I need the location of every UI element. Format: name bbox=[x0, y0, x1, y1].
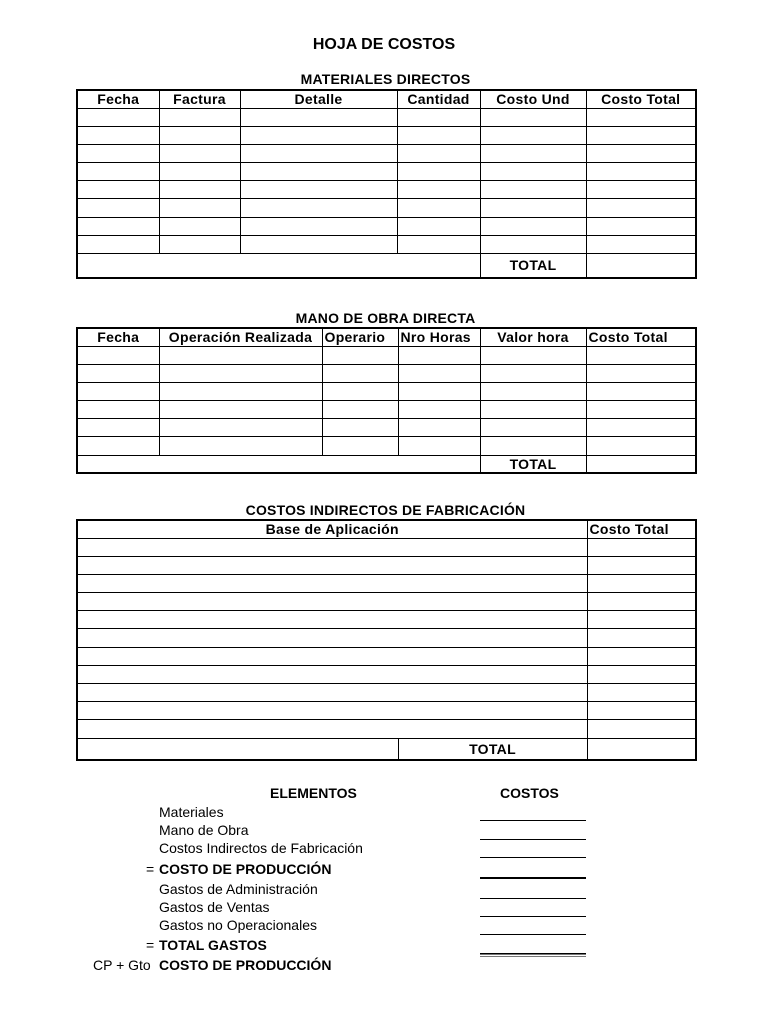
table-cell[interactable] bbox=[586, 437, 696, 455]
table-cell[interactable] bbox=[398, 382, 480, 400]
table-cell[interactable] bbox=[77, 144, 159, 162]
table-cell[interactable] bbox=[77, 629, 587, 647]
table-cell[interactable] bbox=[77, 556, 587, 574]
item-materiales: Materiales bbox=[159, 804, 224, 820]
mano-obra-total-cell[interactable] bbox=[586, 455, 696, 473]
table-cell[interactable] bbox=[240, 108, 397, 126]
table-cell[interactable] bbox=[480, 108, 586, 126]
mano-obra-header-row bbox=[77, 328, 696, 346]
cif-row bbox=[77, 629, 696, 647]
mano-obra-row bbox=[77, 419, 696, 437]
table-cell[interactable] bbox=[586, 235, 696, 253]
table-cell[interactable] bbox=[159, 217, 240, 235]
table-cell[interactable] bbox=[480, 401, 586, 419]
item-gastos-no-op: Gastos no Operacionales bbox=[159, 917, 317, 933]
cif-header-row bbox=[77, 520, 696, 538]
col-header-valor-hora: Valor hora bbox=[480, 328, 586, 346]
table-cell[interactable] bbox=[586, 144, 696, 162]
table-cell[interactable] bbox=[587, 538, 696, 556]
mano-obra-total-label: TOTAL bbox=[480, 455, 586, 473]
table-cell[interactable] bbox=[77, 235, 159, 253]
table-cell[interactable] bbox=[480, 144, 586, 162]
table-cell[interactable] bbox=[586, 199, 696, 217]
cost-line-mano-obra[interactable] bbox=[480, 839, 586, 840]
cost-line-materiales[interactable] bbox=[480, 820, 586, 821]
table-cell[interactable] bbox=[480, 126, 586, 144]
mano-obra-table bbox=[76, 327, 697, 474]
cost-line-gastos-admin[interactable] bbox=[480, 898, 586, 899]
table-cell[interactable] bbox=[322, 346, 398, 364]
table-cell[interactable] bbox=[322, 382, 398, 400]
table-cell[interactable] bbox=[398, 401, 480, 419]
table-cell[interactable] bbox=[397, 108, 480, 126]
materiales-row bbox=[77, 217, 696, 235]
col-header-fecha: Fecha bbox=[77, 90, 159, 108]
materiales-table bbox=[76, 89, 697, 279]
table-cell[interactable] bbox=[77, 538, 587, 556]
table-cell[interactable] bbox=[77, 181, 159, 199]
table-cell[interactable] bbox=[397, 126, 480, 144]
table-cell[interactable] bbox=[586, 181, 696, 199]
col-header-operario: Operario bbox=[322, 328, 398, 346]
table-cell[interactable] bbox=[397, 144, 480, 162]
table-cell[interactable] bbox=[587, 629, 696, 647]
total-spacer bbox=[77, 254, 480, 278]
table-cell[interactable] bbox=[587, 593, 696, 611]
cif-row bbox=[77, 720, 696, 738]
table-cell[interactable] bbox=[77, 108, 159, 126]
table-cell[interactable] bbox=[587, 611, 696, 629]
table-cell[interactable] bbox=[398, 364, 480, 382]
table-cell[interactable] bbox=[586, 401, 696, 419]
col-header-costo-total: Costo Total bbox=[587, 520, 696, 538]
table-cell[interactable] bbox=[586, 163, 696, 181]
table-cell[interactable] bbox=[77, 364, 159, 382]
table-cell[interactable] bbox=[480, 382, 586, 400]
table-cell[interactable] bbox=[77, 665, 587, 683]
table-cell[interactable] bbox=[159, 419, 322, 437]
item-costo-produccion-final: COSTO DE PRODUCCIÓN bbox=[159, 957, 332, 973]
prefix-eq-costo-produccion: = bbox=[146, 861, 155, 877]
table-cell[interactable] bbox=[77, 702, 587, 720]
table-cell[interactable] bbox=[159, 364, 322, 382]
table-cell[interactable] bbox=[240, 235, 397, 253]
col-header-costo-und: Costo Und bbox=[480, 90, 586, 108]
cif-row bbox=[77, 611, 696, 629]
table-cell[interactable] bbox=[322, 401, 398, 419]
table-cell[interactable] bbox=[77, 720, 587, 738]
materiales-total-row bbox=[77, 254, 696, 278]
table-cell[interactable] bbox=[159, 401, 322, 419]
cif-row bbox=[77, 538, 696, 556]
table-cell[interactable] bbox=[240, 126, 397, 144]
table-cell[interactable] bbox=[159, 437, 322, 455]
table-cell[interactable] bbox=[159, 181, 240, 199]
table-cell[interactable] bbox=[77, 401, 159, 419]
materiales-row bbox=[77, 126, 696, 144]
cost-line-costo-final[interactable] bbox=[480, 954, 586, 957]
table-cell[interactable] bbox=[397, 217, 480, 235]
table-cell[interactable] bbox=[587, 684, 696, 702]
materiales-row bbox=[77, 181, 696, 199]
table-cell[interactable] bbox=[397, 163, 480, 181]
table-cell[interactable] bbox=[159, 144, 240, 162]
table-cell[interactable] bbox=[240, 144, 397, 162]
table-cell[interactable] bbox=[480, 199, 586, 217]
materiales-row bbox=[77, 199, 696, 217]
mano-obra-row bbox=[77, 346, 696, 364]
mano-obra-row bbox=[77, 437, 696, 455]
table-cell[interactable] bbox=[77, 684, 587, 702]
costos-header: COSTOS bbox=[500, 785, 559, 801]
table-cell[interactable] bbox=[77, 647, 587, 665]
table-cell[interactable] bbox=[586, 108, 696, 126]
materiales-total-label: TOTAL bbox=[480, 254, 586, 278]
table-cell[interactable] bbox=[586, 419, 696, 437]
table-cell[interactable] bbox=[77, 593, 587, 611]
cif-row bbox=[77, 556, 696, 574]
table-cell[interactable] bbox=[322, 419, 398, 437]
table-cell[interactable] bbox=[586, 126, 696, 144]
table-cell[interactable] bbox=[587, 720, 696, 738]
materiales-row bbox=[77, 144, 696, 162]
table-cell[interactable] bbox=[587, 574, 696, 592]
table-cell[interactable] bbox=[398, 437, 480, 455]
table-cell[interactable] bbox=[77, 126, 159, 144]
table-cell[interactable] bbox=[398, 346, 480, 364]
cif-title: COSTOS INDIRECTOS DE FABRICACIÓN bbox=[245, 502, 526, 518]
table-cell[interactable] bbox=[159, 108, 240, 126]
elementos-header: ELEMENTOS bbox=[270, 785, 357, 801]
table-cell[interactable] bbox=[397, 199, 480, 217]
item-cif: Costos Indirectos de Fabricación bbox=[159, 840, 363, 856]
mano-obra-total-row bbox=[77, 455, 696, 473]
table-cell[interactable] bbox=[159, 163, 240, 181]
materiales-header-row bbox=[77, 90, 696, 108]
table-cell[interactable] bbox=[397, 181, 480, 199]
table-cell[interactable] bbox=[480, 181, 586, 199]
total-spacer bbox=[77, 455, 480, 473]
cif-table bbox=[76, 519, 697, 761]
table-cell[interactable] bbox=[240, 199, 397, 217]
cif-total-label: TOTAL bbox=[398, 738, 587, 760]
table-cell[interactable] bbox=[77, 217, 159, 235]
col-header-detalle: Detalle bbox=[240, 90, 397, 108]
col-header-costo-total: Costo Total bbox=[586, 328, 696, 346]
table-cell[interactable] bbox=[480, 217, 586, 235]
item-gastos-ventas: Gastos de Ventas bbox=[159, 899, 270, 915]
col-header-fecha: Fecha bbox=[77, 328, 159, 346]
table-cell[interactable] bbox=[480, 235, 586, 253]
cost-line-costo-produccion[interactable] bbox=[480, 877, 586, 879]
table-cell[interactable] bbox=[480, 419, 586, 437]
table-cell[interactable] bbox=[77, 346, 159, 364]
table-cell[interactable] bbox=[240, 163, 397, 181]
materiales-row bbox=[77, 235, 696, 253]
mano-obra-title: MANO DE OBRA DIRECTA bbox=[295, 310, 476, 326]
table-cell[interactable] bbox=[397, 235, 480, 253]
table-cell[interactable] bbox=[586, 346, 696, 364]
table-cell[interactable] bbox=[77, 419, 159, 437]
cif-total-cell[interactable] bbox=[587, 738, 696, 760]
cif-row bbox=[77, 647, 696, 665]
cif-row bbox=[77, 574, 696, 592]
table-cell[interactable] bbox=[586, 217, 696, 235]
table-cell[interactable] bbox=[77, 163, 159, 181]
col-header-factura: Factura bbox=[159, 90, 240, 108]
mano-obra-row bbox=[77, 382, 696, 400]
table-cell[interactable] bbox=[586, 364, 696, 382]
table-cell[interactable] bbox=[159, 126, 240, 144]
materiales-total-cell[interactable] bbox=[586, 254, 696, 278]
materiales-title: MATERIALES DIRECTOS bbox=[300, 71, 471, 87]
table-cell[interactable] bbox=[398, 419, 480, 437]
table-cell[interactable] bbox=[587, 665, 696, 683]
materiales-row bbox=[77, 108, 696, 126]
table-cell[interactable] bbox=[322, 437, 398, 455]
prefix-eq-total-gastos: = bbox=[146, 937, 155, 953]
materiales-row bbox=[77, 163, 696, 181]
table-cell[interactable] bbox=[480, 364, 586, 382]
mano-obra-row bbox=[77, 401, 696, 419]
table-cell[interactable] bbox=[587, 556, 696, 574]
cost-line-cif[interactable] bbox=[480, 857, 586, 858]
cif-row bbox=[77, 593, 696, 611]
table-cell[interactable] bbox=[480, 437, 586, 455]
item-total-gastos: TOTAL GASTOS bbox=[159, 937, 267, 953]
col-header-nro-horas: Nro Horas bbox=[398, 328, 480, 346]
cost-line-gastos-no-op[interactable] bbox=[480, 934, 586, 935]
table-cell[interactable] bbox=[159, 382, 322, 400]
table-cell[interactable] bbox=[77, 437, 159, 455]
col-header-costo-total: Costo Total bbox=[586, 90, 696, 108]
table-cell[interactable] bbox=[159, 235, 240, 253]
table-cell[interactable] bbox=[77, 611, 587, 629]
col-header-operacion: Operación Realizada bbox=[159, 328, 322, 346]
item-mano-obra: Mano de Obra bbox=[159, 822, 249, 838]
table-cell[interactable] bbox=[587, 647, 696, 665]
table-cell[interactable] bbox=[587, 702, 696, 720]
cif-row bbox=[77, 665, 696, 683]
table-cell[interactable] bbox=[240, 217, 397, 235]
cif-total-row bbox=[77, 738, 696, 760]
table-cell[interactable] bbox=[480, 346, 586, 364]
table-cell[interactable] bbox=[586, 382, 696, 400]
table-cell[interactable] bbox=[240, 181, 397, 199]
table-cell[interactable] bbox=[322, 364, 398, 382]
table-cell[interactable] bbox=[77, 199, 159, 217]
cost-line-gastos-ventas[interactable] bbox=[480, 916, 586, 917]
table-cell[interactable] bbox=[159, 346, 322, 364]
item-costo-produccion: COSTO DE PRODUCCIÓN bbox=[159, 861, 332, 877]
total-spacer bbox=[77, 738, 398, 760]
table-cell[interactable] bbox=[480, 163, 586, 181]
col-header-base-aplicacion: Base de Aplicación bbox=[77, 520, 587, 538]
table-cell[interactable] bbox=[159, 199, 240, 217]
col-header-cantidad: Cantidad bbox=[397, 90, 480, 108]
prefix-cp-gto: CP + Gto bbox=[93, 957, 151, 973]
cif-row bbox=[77, 702, 696, 720]
page-title: HOJA DE COSTOS bbox=[312, 36, 456, 53]
cif-row bbox=[77, 684, 696, 702]
item-gastos-admin: Gastos de Administración bbox=[159, 881, 318, 897]
table-cell[interactable] bbox=[77, 382, 159, 400]
table-cell[interactable] bbox=[77, 574, 587, 592]
mano-obra-row bbox=[77, 364, 696, 382]
